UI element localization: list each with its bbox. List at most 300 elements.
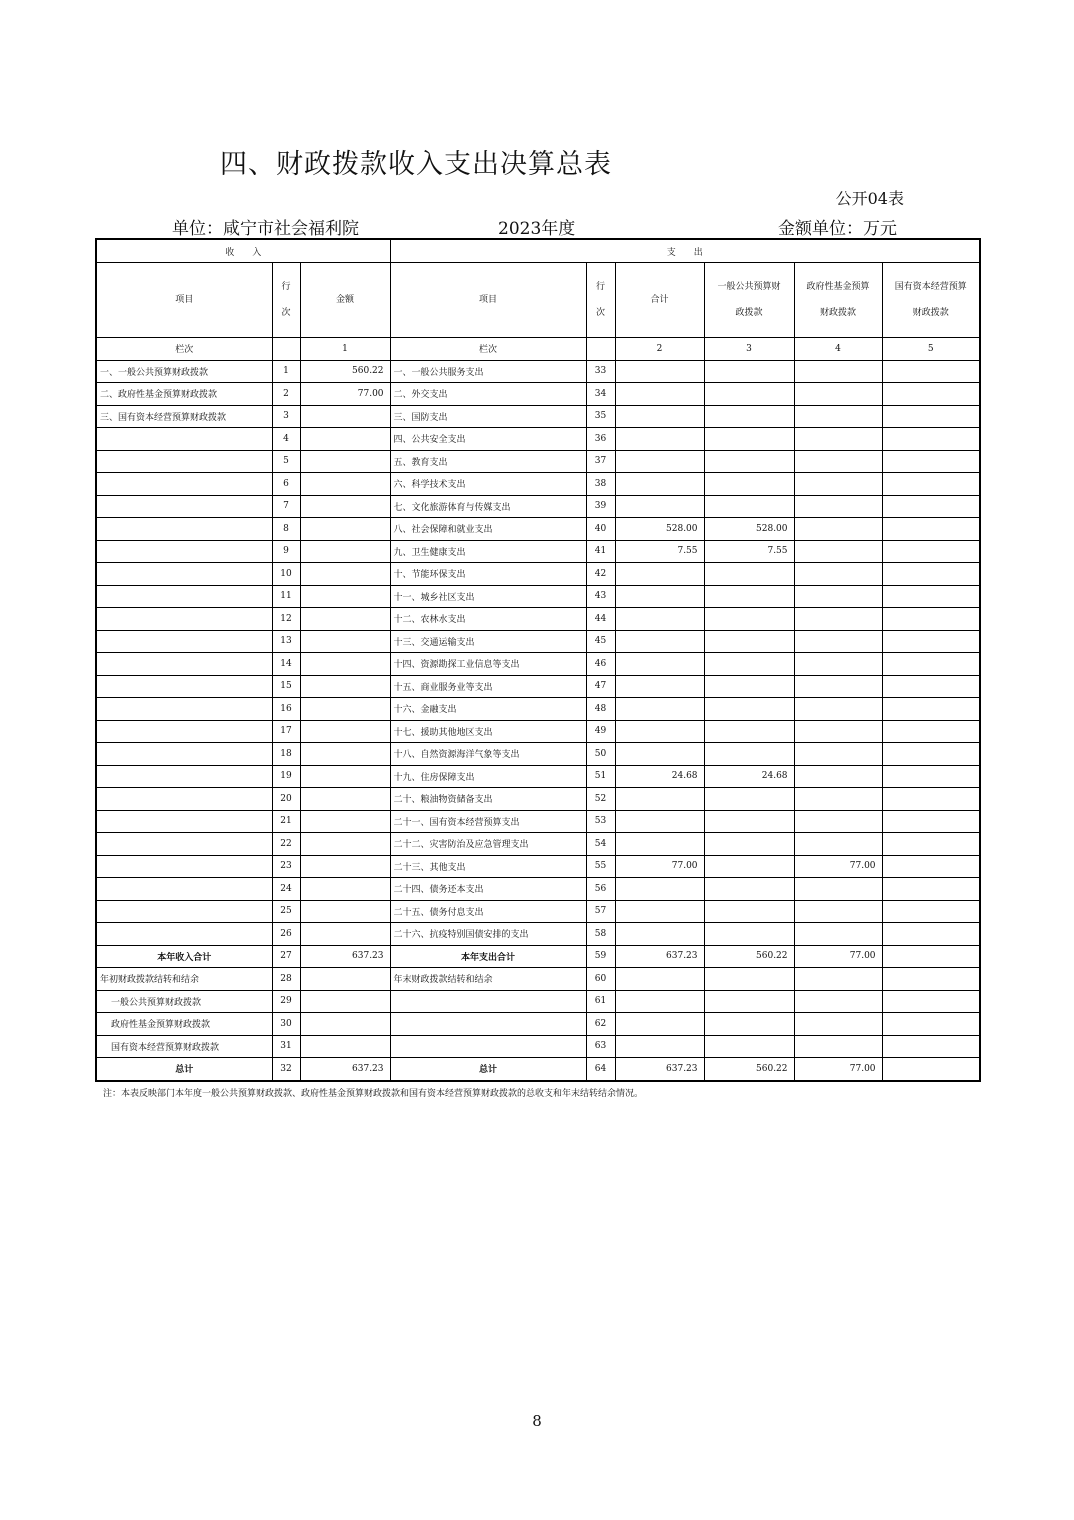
income-amount-cell: [300, 630, 390, 653]
expense-line-cell: 34: [586, 383, 615, 406]
fund-budget-cell: 77.00: [794, 945, 882, 968]
state-capital-cell: [882, 585, 980, 608]
table-row: [96, 653, 980, 676]
expense-item-cell: 二十五、债务付息支出: [390, 900, 586, 923]
expense-total-cell: [615, 810, 704, 833]
income-item-header: 项目: [96, 263, 272, 338]
fund-budget-cell: [794, 720, 882, 743]
income-item-cell: [96, 788, 272, 811]
income-item-cell: [96, 743, 272, 766]
expense-total-cell: [615, 1035, 704, 1058]
expense-line-cell: 37: [586, 450, 615, 473]
state-capital-cell: [882, 428, 980, 451]
table-row: [96, 968, 980, 991]
expense-line-cell: 46: [586, 653, 615, 676]
income-item-cell: [96, 473, 272, 496]
income-item-cell: 政府性基金预算财政拨款: [96, 1013, 272, 1036]
general-budget-cell: [704, 833, 794, 856]
fund-budget-cell: 77.00: [794, 855, 882, 878]
state-capital-cell: [882, 540, 980, 563]
fund-budget-cell: [794, 1013, 882, 1036]
expense-item-cell: 总计: [390, 1058, 586, 1081]
income-line-cell: 21: [272, 810, 300, 833]
general-budget-header: 一般公共预算财 政拨款: [704, 263, 794, 338]
expense-item-header: 项目: [390, 263, 586, 338]
table-row: [96, 405, 980, 428]
expense-item-cell: 十八、自然资源海洋气象等支出: [390, 743, 586, 766]
income-item-cell: [96, 653, 272, 676]
expense-line-cell: 64: [586, 1058, 615, 1081]
income-amount-cell: [300, 653, 390, 676]
income-item-cell: 总计: [96, 1058, 272, 1081]
income-item-cell: [96, 428, 272, 451]
expense-total-cell: [615, 698, 704, 721]
income-item-cell: [96, 675, 272, 698]
fund-budget-cell: [794, 743, 882, 766]
table-row: [96, 540, 980, 563]
state-capital-cell: [882, 698, 980, 721]
expense-item-cell: 五、教育支出: [390, 450, 586, 473]
expense-item-cell: 四、公共安全支出: [390, 428, 586, 451]
expense-item-cell: [390, 1035, 586, 1058]
table-row: [96, 698, 980, 721]
income-amount-cell: [300, 428, 390, 451]
general-budget-cell: [704, 653, 794, 676]
expense-line-cell: 62: [586, 1013, 615, 1036]
income-line-cell: 4: [272, 428, 300, 451]
table-row: [96, 360, 980, 383]
fund-budget-cell: [794, 968, 882, 991]
income-amount-cell: [300, 968, 390, 991]
fund-budget-cell: [794, 450, 882, 473]
expense-line-cell: 42: [586, 563, 615, 586]
state-capital-cell: [882, 563, 980, 586]
fund-budget-cell: [794, 383, 882, 406]
income-amount-cell: 637.23: [300, 1058, 390, 1081]
table-row: [96, 1013, 980, 1036]
general-budget-cell: [704, 1013, 794, 1036]
expense-item-cell: 年末财政拨款结转和结余: [390, 968, 586, 991]
fund-budget-cell: [794, 675, 882, 698]
income-amount-cell: [300, 540, 390, 563]
income-item-cell: [96, 608, 272, 631]
page-title: 四、财政拨款收入支出决算总表: [220, 149, 612, 180]
table-row: [96, 608, 980, 631]
currency-unit: 金额单位：万元: [778, 219, 897, 239]
income-amount-cell: [300, 900, 390, 923]
expense-line-cell: 53: [586, 810, 615, 833]
income-item-cell: [96, 878, 272, 901]
income-line-cell: 15: [272, 675, 300, 698]
expense-item-cell: 一、一般公共服务支出: [390, 360, 586, 383]
fund-budget-cell: [794, 765, 882, 788]
general-budget-cell: [704, 698, 794, 721]
income-amount-cell: [300, 518, 390, 541]
amount-header: 金额: [300, 263, 390, 338]
expense-item-cell: 二十、粮油物资储备支出: [390, 788, 586, 811]
income-line-cell: 2: [272, 383, 300, 406]
expense-line-cell: 63: [586, 1035, 615, 1058]
income-line-cell: 25: [272, 900, 300, 923]
expense-item-cell: 二十三、其他支出: [390, 855, 586, 878]
fund-budget-cell: [794, 878, 882, 901]
state-capital-cell: [882, 855, 980, 878]
income-item-cell: [96, 720, 272, 743]
income-item-cell: 二、政府性基金预算财政拨款: [96, 383, 272, 406]
fund-budget-cell: [794, 630, 882, 653]
income-item-cell: [96, 450, 272, 473]
expense-item-cell: 十七、援助其他地区支出: [390, 720, 586, 743]
state-capital-header: 国有资本经营预算 财政拨款: [882, 263, 980, 338]
expense-line-cell: 59: [586, 945, 615, 968]
expense-line-cell: 60: [586, 968, 615, 991]
general-budget-cell: [704, 743, 794, 766]
general-budget-cell: [704, 360, 794, 383]
table-row: [96, 383, 980, 406]
expense-total-cell: [615, 833, 704, 856]
table-row: [96, 428, 980, 451]
fund-budget-cell: [794, 788, 882, 811]
fund-budget-cell: [794, 428, 882, 451]
income-line-cell: 16: [272, 698, 300, 721]
income-amount-cell: 77.00: [300, 383, 390, 406]
income-line-cell: 12: [272, 608, 300, 631]
footnote: 注：本表反映部门本年度一般公共预算财政拨款、政府性基金预算财政拨款和国有资本经营预算财政拨款的总收支和年末结转结余情况。: [103, 1089, 644, 1099]
table-row: [96, 990, 980, 1013]
general-budget-cell: [704, 608, 794, 631]
empty-cell: [272, 338, 300, 361]
expense-item-cell: 十五、商业服务业等支出: [390, 675, 586, 698]
expense-total-cell: 24.68: [615, 765, 704, 788]
expense-line-cell: 48: [586, 698, 615, 721]
table-row: [96, 473, 980, 496]
general-budget-cell: [704, 878, 794, 901]
general-budget-cell: 24.68: [704, 765, 794, 788]
fund-budget-cell: [794, 540, 882, 563]
general-budget-cell: [704, 675, 794, 698]
table-row: [96, 788, 980, 811]
state-capital-cell: [882, 383, 980, 406]
general-budget-cell: [704, 585, 794, 608]
income-line-cell: 31: [272, 1035, 300, 1058]
income-amount-cell: [300, 810, 390, 833]
expense-line-header: 行 次: [586, 263, 615, 338]
state-capital-cell: [882, 900, 980, 923]
expense-total-cell: [615, 473, 704, 496]
income-amount-cell: [300, 743, 390, 766]
expense-item-cell: [390, 1013, 586, 1036]
income-item-cell: [96, 833, 272, 856]
expense-total-cell: [615, 360, 704, 383]
income-amount-cell: [300, 450, 390, 473]
expense-line-cell: 51: [586, 765, 615, 788]
fund-budget-cell: 77.00: [794, 1058, 882, 1081]
expense-total-cell: [615, 900, 704, 923]
expense-total-cell: [615, 563, 704, 586]
budget-table: [95, 238, 981, 1082]
expense-item-cell: 二十四、债务还本支出: [390, 878, 586, 901]
income-amount-cell: [300, 878, 390, 901]
table-row: [96, 675, 980, 698]
expense-total-cell: [615, 788, 704, 811]
expense-line-cell: 33: [586, 360, 615, 383]
table-row: [96, 563, 980, 586]
general-budget-cell: [704, 900, 794, 923]
expense-total-cell: 637.23: [615, 1058, 704, 1081]
expense-total-cell: [615, 743, 704, 766]
income-line-header: 行 次: [272, 263, 300, 338]
expense-total-cell: [615, 1013, 704, 1036]
expense-item-cell: 二十二、灾害防治及应急管理支出: [390, 833, 586, 856]
general-budget-cell: 560.22: [704, 945, 794, 968]
expense-total-cell: [615, 720, 704, 743]
income-amount-cell: [300, 405, 390, 428]
expense-item-cell: 二、外交支出: [390, 383, 586, 406]
income-amount-cell: [300, 563, 390, 586]
column-number: 5: [882, 338, 980, 361]
state-capital-cell: [882, 518, 980, 541]
income-item-cell: 一般公共预算财政拨款: [96, 990, 272, 1013]
expense-total-cell: [615, 450, 704, 473]
expense-item-cell: 十三、交通运输支出: [390, 630, 586, 653]
table-row: [96, 923, 980, 946]
income-line-cell: 1: [272, 360, 300, 383]
expense-header: 支 出: [390, 239, 980, 263]
expense-item-cell: 二十一、国有资本经营预算支出: [390, 810, 586, 833]
fund-budget-cell: [794, 473, 882, 496]
column-number: 2: [615, 338, 704, 361]
expense-total-cell: [615, 630, 704, 653]
general-budget-cell: [704, 630, 794, 653]
table-row: [96, 855, 980, 878]
state-capital-cell: [882, 360, 980, 383]
expense-line-cell: 49: [586, 720, 615, 743]
fund-budget-cell: [794, 923, 882, 946]
state-capital-cell: [882, 1035, 980, 1058]
expense-item-cell: 十九、住房保障支出: [390, 765, 586, 788]
expense-line-cell: 39: [586, 495, 615, 518]
income-line-cell: 13: [272, 630, 300, 653]
income-item-cell: [96, 900, 272, 923]
state-capital-cell: [882, 990, 980, 1013]
column-number: 1: [300, 338, 390, 361]
fund-budget-cell: [794, 900, 882, 923]
expense-line-cell: 50: [586, 743, 615, 766]
general-budget-cell: [704, 788, 794, 811]
income-amount-cell: [300, 675, 390, 698]
expense-item-cell: 二十六、抗疫特别国债安排的支出: [390, 923, 586, 946]
table-row: [96, 743, 980, 766]
income-line-cell: 8: [272, 518, 300, 541]
income-item-cell: [96, 765, 272, 788]
expense-total-cell: [615, 968, 704, 991]
income-amount-cell: [300, 495, 390, 518]
income-amount-cell: [300, 608, 390, 631]
income-item-cell: [96, 563, 272, 586]
fund-budget-cell: [794, 833, 882, 856]
expense-total-cell: [615, 428, 704, 451]
expense-total-cell: [615, 585, 704, 608]
income-amount-cell: 637.23: [300, 945, 390, 968]
income-amount-cell: [300, 585, 390, 608]
income-line-cell: 18: [272, 743, 300, 766]
state-capital-cell: [882, 1058, 980, 1081]
income-line-cell: 29: [272, 990, 300, 1013]
expense-total-cell: [615, 608, 704, 631]
column-label: 栏次: [390, 338, 586, 361]
table-row: [96, 878, 980, 901]
general-budget-cell: [704, 473, 794, 496]
state-capital-cell: [882, 810, 980, 833]
income-item-cell: [96, 540, 272, 563]
income-item-cell: [96, 923, 272, 946]
expense-line-cell: 55: [586, 855, 615, 878]
general-budget-cell: [704, 428, 794, 451]
expense-item-cell: [390, 990, 586, 1013]
expense-line-cell: 57: [586, 900, 615, 923]
table-row: [96, 1035, 980, 1058]
fund-budget-cell: [794, 360, 882, 383]
expense-line-cell: 54: [586, 833, 615, 856]
expense-total-cell: [615, 923, 704, 946]
general-budget-cell: [704, 990, 794, 1013]
general-budget-cell: [704, 855, 794, 878]
income-amount-cell: 560.22: [300, 360, 390, 383]
state-capital-cell: [882, 765, 980, 788]
income-line-cell: 23: [272, 855, 300, 878]
expense-line-cell: 38: [586, 473, 615, 496]
income-item-cell: [96, 630, 272, 653]
fund-budget-cell: [794, 563, 882, 586]
income-line-cell: 20: [272, 788, 300, 811]
total-header: 合计: [615, 263, 704, 338]
income-line-cell: 26: [272, 923, 300, 946]
general-budget-cell: [704, 810, 794, 833]
unit-name: 单位：咸宁市社会福利院: [172, 219, 359, 239]
fund-budget-cell: [794, 810, 882, 833]
general-budget-cell: [704, 383, 794, 406]
state-capital-cell: [882, 968, 980, 991]
income-item-cell: 年初财政拨款结转和结余: [96, 968, 272, 991]
income-line-cell: 11: [272, 585, 300, 608]
income-item-cell: [96, 495, 272, 518]
table-row: [96, 720, 980, 743]
expense-item-cell: 本年支出合计: [390, 945, 586, 968]
general-budget-cell: [704, 563, 794, 586]
general-budget-cell: 7.55: [704, 540, 794, 563]
income-amount-cell: [300, 923, 390, 946]
income-amount-cell: [300, 833, 390, 856]
income-item-cell: [96, 518, 272, 541]
table-row: [96, 1058, 980, 1081]
empty-cell: [586, 338, 615, 361]
expense-item-cell: 十四、资源勘探工业信息等支出: [390, 653, 586, 676]
income-item-cell: 三、国有资本经营预算财政拨款: [96, 405, 272, 428]
fund-budget-cell: [794, 608, 882, 631]
expense-item-cell: 八、社会保障和就业支出: [390, 518, 586, 541]
table-row: [96, 833, 980, 856]
expense-total-cell: 528.00: [615, 518, 704, 541]
column-label: 栏次: [96, 338, 272, 361]
income-line-cell: 30: [272, 1013, 300, 1036]
fund-budget-cell: [794, 585, 882, 608]
income-line-cell: 27: [272, 945, 300, 968]
income-amount-cell: [300, 1013, 390, 1036]
expense-total-cell: [615, 878, 704, 901]
expense-line-cell: 40: [586, 518, 615, 541]
general-budget-cell: [704, 923, 794, 946]
page-number: 8: [532, 1412, 542, 1430]
column-number: 3: [704, 338, 794, 361]
expense-total-cell: [615, 990, 704, 1013]
expense-item-cell: 九、卫生健康支出: [390, 540, 586, 563]
general-budget-cell: [704, 1035, 794, 1058]
income-amount-cell: [300, 1035, 390, 1058]
expense-line-cell: 56: [586, 878, 615, 901]
income-item-cell: 一、一般公共预算财政拨款: [96, 360, 272, 383]
income-item-cell: [96, 855, 272, 878]
income-amount-cell: [300, 990, 390, 1013]
expense-total-cell: 637.23: [615, 945, 704, 968]
expense-total-cell: [615, 653, 704, 676]
state-capital-cell: [882, 450, 980, 473]
state-capital-cell: [882, 630, 980, 653]
fund-budget-cell: [794, 1035, 882, 1058]
state-capital-cell: [882, 788, 980, 811]
table-code: 公开04表: [835, 189, 904, 208]
income-line-cell: 6: [272, 473, 300, 496]
expense-item-cell: 十一、城乡社区支出: [390, 585, 586, 608]
state-capital-cell: [882, 473, 980, 496]
expense-total-cell: [615, 383, 704, 406]
expense-item-cell: 三、国防支出: [390, 405, 586, 428]
state-capital-cell: [882, 675, 980, 698]
income-line-cell: 32: [272, 1058, 300, 1081]
income-amount-cell: [300, 698, 390, 721]
income-amount-cell: [300, 765, 390, 788]
expense-total-cell: [615, 405, 704, 428]
state-capital-cell: [882, 720, 980, 743]
expense-line-cell: 44: [586, 608, 615, 631]
table-row: [96, 945, 980, 968]
expense-item-cell: 十二、农林水支出: [390, 608, 586, 631]
expense-item-cell: 十六、金融支出: [390, 698, 586, 721]
expense-total-cell: [615, 675, 704, 698]
expense-line-cell: 61: [586, 990, 615, 1013]
income-amount-cell: [300, 788, 390, 811]
income-line-cell: 17: [272, 720, 300, 743]
income-amount-cell: [300, 720, 390, 743]
general-budget-cell: [704, 495, 794, 518]
expense-line-cell: 41: [586, 540, 615, 563]
income-line-cell: 9: [272, 540, 300, 563]
income-amount-cell: [300, 473, 390, 496]
fund-budget-cell: [794, 405, 882, 428]
expense-item-cell: 七、文化旅游体育与传媒支出: [390, 495, 586, 518]
state-capital-cell: [882, 608, 980, 631]
column-number: 4: [794, 338, 882, 361]
general-budget-cell: [704, 450, 794, 473]
fund-budget-cell: [794, 495, 882, 518]
table-row: [96, 765, 980, 788]
expense-line-cell: 58: [586, 923, 615, 946]
state-capital-cell: [882, 1013, 980, 1036]
expense-line-cell: 52: [586, 788, 615, 811]
income-line-cell: 19: [272, 765, 300, 788]
state-capital-cell: [882, 743, 980, 766]
income-amount-cell: [300, 855, 390, 878]
income-item-cell: [96, 810, 272, 833]
